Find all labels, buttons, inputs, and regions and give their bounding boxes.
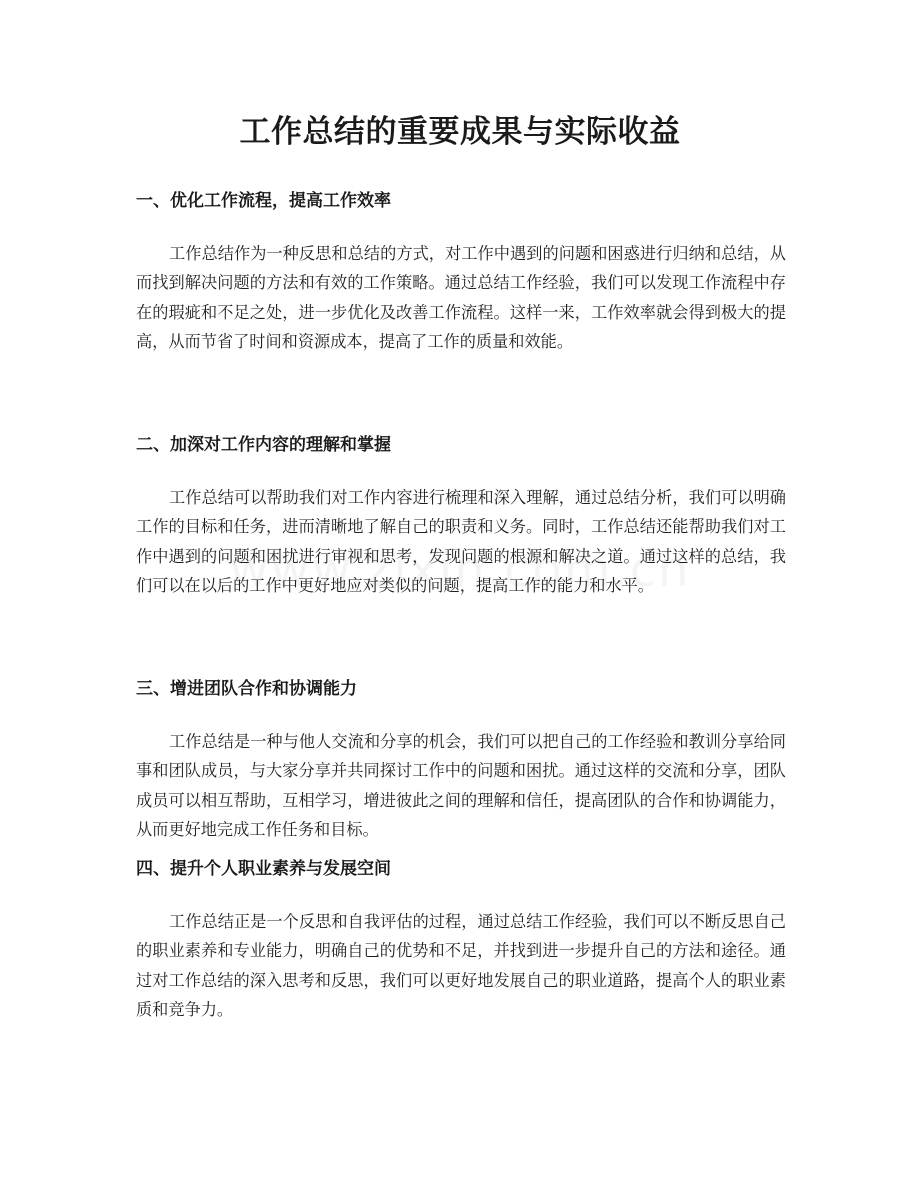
section-heading: 一、优化工作流程，提高工作效率 xyxy=(136,191,391,211)
section-heading: 二、加深对工作内容的理解和掌握 xyxy=(136,435,391,455)
section-3 xyxy=(136,675,786,845)
section-paragraph: 工作总结作为一种反思和总结的方式，对工作中遇到的问题和困惑进行归纳和总结，从而找到解决问题的方法和有效的工作策略。通过总结工作经验，我们可以发现工作流程中存在的瑕疵和不足之处，进一步优化及改善工作流程。这样一来，工作效率就会得到极大的提高，从而节省了时间和资源成本，提高了工作的质量和效能。 xyxy=(136,244,786,352)
section-paragraph: 工作总结正是一个反思和自我评估的过程，通过总结工作经验，我们可以不断反思自己的职业素养和专业能力，明确自己的优势和不足，并找到进一步提升自己的方法和途径。通过对工作总结的深入思考和反思，我们可以更好地发展自己的职业道路，提高个人的职业素质和竞争力。 xyxy=(136,912,786,1020)
section-paragraph: 工作总结是一种与他人交流和分享的机会，我们可以把自己的工作经验和教训分享给同事和团队成员，与大家分享并共同探讨工作中的问题和困扰。通过这样的交流和分享，团队成员可以相互帮助，互相学习，增进彼此之间的理解和信任，提高团队的合作和协调能力，从而更好地完成工作任务和目标。 xyxy=(136,732,786,840)
section-paragraph: 工作总结可以帮助我们对工作内容进行梳理和深入理解，通过总结分析，我们可以明确工作的目标和任务，进而清晰地了解自己的职责和义务。同时，工作总结还能帮助我们对工作中遇到的问题和困扰进行审视和思考，发现问题的根源和解决之道。通过这样的总结，我们可以在以后的工作中更好地应对类似的问题，提高工作的能力和水平。 xyxy=(136,488,786,596)
section-heading: 四、提升个人职业素养与发展空间 xyxy=(136,859,391,879)
section-4 xyxy=(136,855,786,1025)
section-1 xyxy=(136,187,786,357)
page-title: 工作总结的重要成果与实际收益 xyxy=(239,114,681,150)
section-2 xyxy=(136,431,786,601)
section-heading: 三、增进团队合作和协调能力 xyxy=(136,679,357,699)
